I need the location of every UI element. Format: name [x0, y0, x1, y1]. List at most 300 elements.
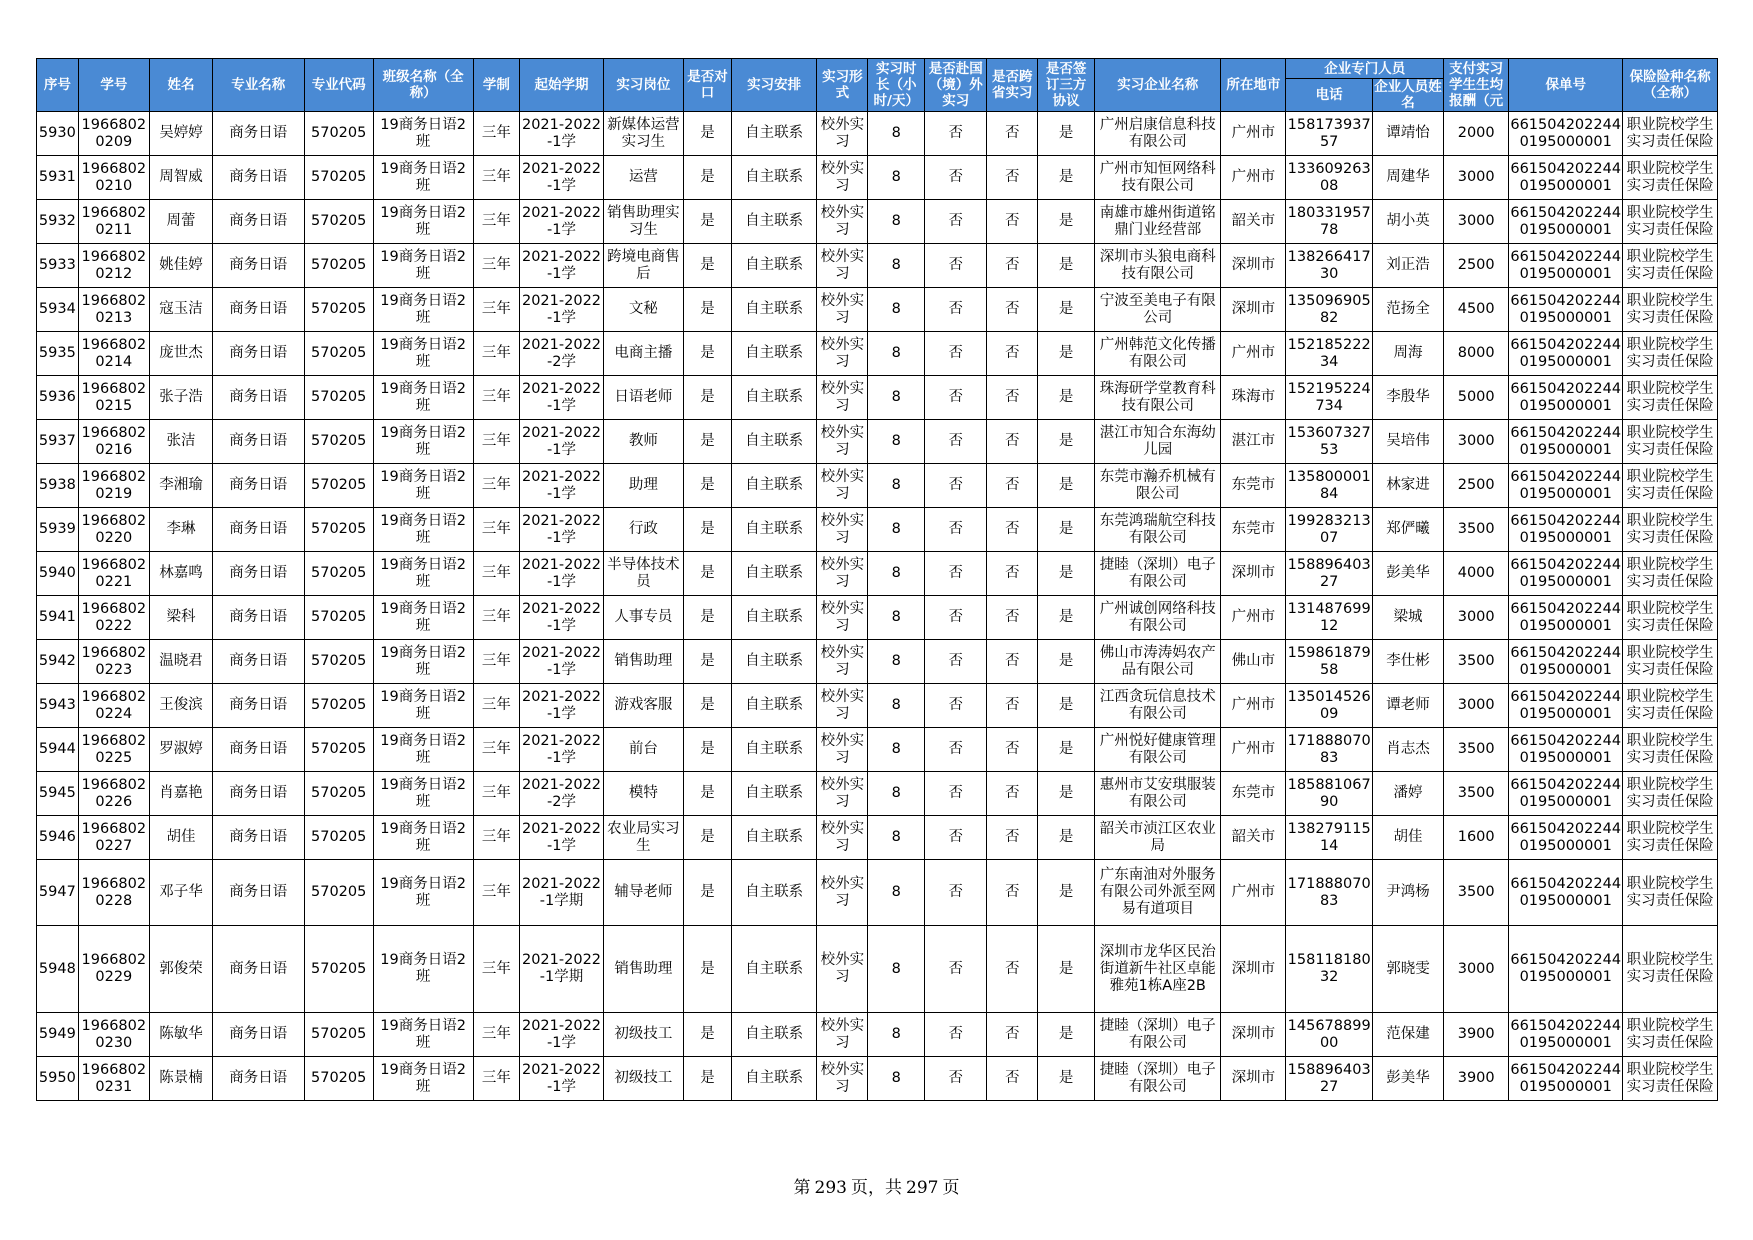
cell-class: 19商务日语2班 [373, 288, 473, 332]
cell-student-id: 19668020224 [78, 684, 149, 728]
cell-pay: 3000 [1444, 926, 1509, 1013]
cell-contact-name: 范保建 [1372, 1013, 1443, 1057]
cell-city: 深圳市 [1221, 552, 1286, 596]
table-row [37, 772, 1718, 816]
cell-form: 校外实习 [817, 684, 868, 728]
cell-position: 初级技工 [603, 1057, 683, 1101]
cell-term: 2021-2022-1学 [520, 1013, 603, 1057]
cell-policy: 6615042022440195000001 [1509, 860, 1623, 926]
cell-system: 三年 [473, 244, 520, 288]
cell-class: 19商务日语2班 [373, 596, 473, 640]
cell-position: 销售助理 [603, 640, 683, 684]
cell-position: 前台 [603, 728, 683, 772]
cell-hours: 8 [868, 596, 925, 640]
cell-seq: 5931 [37, 156, 79, 200]
cell-term: 2021-2022-1学 [520, 112, 603, 156]
cell-matched: 是 [684, 376, 732, 420]
cell-form: 校外实习 [817, 596, 868, 640]
cell-city: 韶关市 [1221, 816, 1286, 860]
cell-policy: 6615042022440195000001 [1509, 508, 1623, 552]
cell-abroad: 否 [925, 860, 987, 926]
cell-term: 2021-2022-1学 [520, 420, 603, 464]
cell-cross-province: 否 [987, 1057, 1038, 1101]
cell-phone: 18033195778 [1286, 200, 1372, 244]
cell-seq: 5932 [37, 200, 79, 244]
cell-city: 湛江市 [1221, 420, 1286, 464]
cell-phone: 17188807083 [1286, 860, 1372, 926]
cell-phone: 13827911514 [1286, 816, 1372, 860]
cell-form: 校外实习 [817, 464, 868, 508]
cell-form: 校外实习 [817, 860, 868, 926]
cell-matched: 是 [684, 464, 732, 508]
cell-policy: 6615042022440195000001 [1509, 772, 1623, 816]
cell-arrangement: 自主联系 [731, 596, 816, 640]
cell-seq: 5938 [37, 464, 79, 508]
cell-company: 广州启康信息科技有限公司 [1095, 112, 1221, 156]
cell-agreement: 是 [1038, 1013, 1095, 1057]
cell-contact-name: 谭靖怡 [1372, 112, 1443, 156]
cell-abroad: 否 [925, 156, 987, 200]
cell-position: 教师 [603, 420, 683, 464]
cell-policy: 6615042022440195000001 [1509, 464, 1623, 508]
cell-policy: 6615042022440195000001 [1509, 288, 1623, 332]
cell-term: 2021-2022-1学 [520, 508, 603, 552]
cell-abroad: 否 [925, 1013, 987, 1057]
cell-class: 19商务日语2班 [373, 772, 473, 816]
cell-name: 罗淑婷 [149, 728, 212, 772]
table-row [37, 508, 1718, 552]
cell-cross-province: 否 [987, 156, 1038, 200]
cell-major-code: 570205 [304, 376, 373, 420]
cell-hours: 8 [868, 926, 925, 1013]
cell-matched: 是 [684, 244, 732, 288]
cell-system: 三年 [473, 860, 520, 926]
cell-phone: 15889640327 [1286, 552, 1372, 596]
cell-city: 广州市 [1221, 860, 1286, 926]
cell-class: 19商务日语2班 [373, 926, 473, 1013]
cell-insurance: 职业院校学生实习责任保险 [1623, 552, 1718, 596]
cell-company: 捷睦（深圳）电子有限公司 [1095, 552, 1221, 596]
cell-pay: 3000 [1444, 684, 1509, 728]
col-abroad: 是否赴国（境）外实习 [925, 59, 987, 112]
cell-insurance: 职业院校学生实习责任保险 [1623, 156, 1718, 200]
cell-phone: 13580000184 [1286, 464, 1372, 508]
cell-hours: 8 [868, 816, 925, 860]
cell-major-code: 570205 [304, 244, 373, 288]
cell-insurance: 职业院校学生实习责任保险 [1623, 288, 1718, 332]
cell-system: 三年 [473, 1013, 520, 1057]
cell-pay: 3900 [1444, 1013, 1509, 1057]
cell-name: 周蕾 [149, 200, 212, 244]
cell-arrangement: 自主联系 [731, 728, 816, 772]
cell-contact-name: 李殷华 [1372, 376, 1443, 420]
cell-contact-name: 梁城 [1372, 596, 1443, 640]
cell-matched: 是 [684, 1013, 732, 1057]
cell-matched: 是 [684, 860, 732, 926]
cell-contact-name: 胡佳 [1372, 816, 1443, 860]
cell-agreement: 是 [1038, 200, 1095, 244]
cell-company: 广州悦好健康管理有限公司 [1095, 728, 1221, 772]
cell-matched: 是 [684, 926, 732, 1013]
cell-insurance: 职业院校学生实习责任保险 [1623, 1057, 1718, 1101]
cell-form: 校外实习 [817, 926, 868, 1013]
table-row [37, 332, 1718, 376]
cell-major-code: 570205 [304, 112, 373, 156]
cell-cross-province: 否 [987, 376, 1038, 420]
table-row [37, 860, 1718, 926]
cell-form: 校外实习 [817, 552, 868, 596]
cell-system: 三年 [473, 596, 520, 640]
cell-cross-province: 否 [987, 860, 1038, 926]
cell-cross-province: 否 [987, 1013, 1038, 1057]
cell-pay: 5000 [1444, 376, 1509, 420]
cell-agreement: 是 [1038, 596, 1095, 640]
cell-matched: 是 [684, 156, 732, 200]
cell-hours: 8 [868, 508, 925, 552]
cell-hours: 8 [868, 332, 925, 376]
cell-position: 助理 [603, 464, 683, 508]
cell-seq: 5943 [37, 684, 79, 728]
col-cross-province: 是否跨省实习 [987, 59, 1038, 112]
cell-insurance: 职业院校学生实习责任保险 [1623, 816, 1718, 860]
cell-abroad: 否 [925, 200, 987, 244]
cell-policy: 6615042022440195000001 [1509, 200, 1623, 244]
cell-contact-name: 彭美华 [1372, 552, 1443, 596]
col-student-id: 学号 [78, 59, 149, 112]
cell-hours: 8 [868, 288, 925, 332]
cell-class: 19商务日语2班 [373, 332, 473, 376]
cell-form: 校外实习 [817, 640, 868, 684]
cell-term: 2021-2022-1学 [520, 816, 603, 860]
cell-seq: 5950 [37, 1057, 79, 1101]
cell-abroad: 否 [925, 332, 987, 376]
table-row [37, 552, 1718, 596]
cell-arrangement: 自主联系 [731, 288, 816, 332]
cell-cross-province: 否 [987, 200, 1038, 244]
cell-company: 广州市知恒网络科技有限公司 [1095, 156, 1221, 200]
cell-matched: 是 [684, 288, 732, 332]
cell-cross-province: 否 [987, 552, 1038, 596]
cell-seq: 5942 [37, 640, 79, 684]
cell-company: 深圳市龙华区民治街道新牛社区卓能雅苑1栋A座2B [1095, 926, 1221, 1013]
cell-name: 周智威 [149, 156, 212, 200]
cell-hours: 8 [868, 860, 925, 926]
cell-position: 跨境电商售后 [603, 244, 683, 288]
cell-pay: 3500 [1444, 640, 1509, 684]
cell-name: 林嘉鸣 [149, 552, 212, 596]
cell-name: 肖嘉艳 [149, 772, 212, 816]
cell-position: 行政 [603, 508, 683, 552]
cell-term: 2021-2022-1学期 [520, 860, 603, 926]
cell-major: 商务日语 [213, 420, 305, 464]
cell-matched: 是 [684, 508, 732, 552]
col-term: 起始学期 [520, 59, 603, 112]
cell-policy: 6615042022440195000001 [1509, 552, 1623, 596]
cell-hours: 8 [868, 1057, 925, 1101]
cell-term: 2021-2022-1学 [520, 684, 603, 728]
cell-insurance: 职业院校学生实习责任保险 [1623, 200, 1718, 244]
col-matched: 是否对口 [684, 59, 732, 112]
table-row [37, 926, 1718, 1013]
cell-arrangement: 自主联系 [731, 1057, 816, 1101]
cell-seq: 5930 [37, 112, 79, 156]
cell-phone: 13148769912 [1286, 596, 1372, 640]
cell-seq: 5949 [37, 1013, 79, 1057]
cell-insurance: 职业院校学生实习责任保险 [1623, 926, 1718, 1013]
cell-seq: 5945 [37, 772, 79, 816]
cell-position: 销售助理 [603, 926, 683, 1013]
cell-student-id: 19668020211 [78, 200, 149, 244]
cell-seq: 5944 [37, 728, 79, 772]
col-company: 实习企业名称 [1095, 59, 1221, 112]
cell-position: 日语老师 [603, 376, 683, 420]
cell-major-code: 570205 [304, 926, 373, 1013]
cell-arrangement: 自主联系 [731, 332, 816, 376]
cell-system: 三年 [473, 640, 520, 684]
cell-major: 商务日语 [213, 1057, 305, 1101]
table-row [37, 376, 1718, 420]
cell-class: 19商务日语2班 [373, 376, 473, 420]
cell-arrangement: 自主联系 [731, 684, 816, 728]
cell-hours: 8 [868, 728, 925, 772]
cell-cross-province: 否 [987, 112, 1038, 156]
cell-city: 广州市 [1221, 112, 1286, 156]
cell-cross-province: 否 [987, 288, 1038, 332]
cell-term: 2021-2022-1学 [520, 1057, 603, 1101]
cell-city: 佛山市 [1221, 640, 1286, 684]
cell-student-id: 19668020216 [78, 420, 149, 464]
cell-major-code: 570205 [304, 816, 373, 860]
cell-major-code: 570205 [304, 420, 373, 464]
cell-city: 广州市 [1221, 156, 1286, 200]
table-row [37, 728, 1718, 772]
cell-pay: 1600 [1444, 816, 1509, 860]
cell-student-id: 19668020223 [78, 640, 149, 684]
cell-major-code: 570205 [304, 288, 373, 332]
table-row [37, 1057, 1718, 1101]
cell-pay: 3500 [1444, 772, 1509, 816]
cell-agreement: 是 [1038, 156, 1095, 200]
cell-student-id: 19668020230 [78, 1013, 149, 1057]
cell-position: 初级技工 [603, 1013, 683, 1057]
cell-abroad: 否 [925, 728, 987, 772]
cell-class: 19商务日语2班 [373, 640, 473, 684]
cell-student-id: 19668020222 [78, 596, 149, 640]
cell-agreement: 是 [1038, 376, 1095, 420]
cell-hours: 8 [868, 200, 925, 244]
cell-form: 校外实习 [817, 772, 868, 816]
table-row [37, 640, 1718, 684]
cell-matched: 是 [684, 816, 732, 860]
cell-insurance: 职业院校学生实习责任保险 [1623, 112, 1718, 156]
cell-major-code: 570205 [304, 596, 373, 640]
cell-arrangement: 自主联系 [731, 244, 816, 288]
col-arrangement: 实习安排 [731, 59, 816, 112]
cell-term: 2021-2022-1学 [520, 464, 603, 508]
cell-agreement: 是 [1038, 926, 1095, 1013]
col-major-code: 专业代码 [304, 59, 373, 112]
cell-company: 惠州市艾安琪服装有限公司 [1095, 772, 1221, 816]
cell-pay: 8000 [1444, 332, 1509, 376]
cell-form: 校外实习 [817, 332, 868, 376]
cell-system: 三年 [473, 772, 520, 816]
table-row [37, 244, 1718, 288]
cell-policy: 6615042022440195000001 [1509, 1013, 1623, 1057]
cell-company: 东莞鸿瑞航空科技有限公司 [1095, 508, 1221, 552]
cell-seq: 5937 [37, 420, 79, 464]
cell-class: 19商务日语2班 [373, 420, 473, 464]
cell-hours: 8 [868, 420, 925, 464]
cell-city: 东莞市 [1221, 464, 1286, 508]
cell-abroad: 否 [925, 1057, 987, 1101]
cell-term: 2021-2022-1学 [520, 244, 603, 288]
cell-position: 运营 [603, 156, 683, 200]
cell-pay: 4500 [1444, 288, 1509, 332]
cell-matched: 是 [684, 684, 732, 728]
cell-matched: 是 [684, 112, 732, 156]
cell-major-code: 570205 [304, 728, 373, 772]
cell-term: 2021-2022-1学 [520, 156, 603, 200]
cell-form: 校外实习 [817, 112, 868, 156]
cell-abroad: 否 [925, 288, 987, 332]
cell-cross-province: 否 [987, 332, 1038, 376]
cell-position: 半导体技术员 [603, 552, 683, 596]
cell-insurance: 职业院校学生实习责任保险 [1623, 728, 1718, 772]
cell-major-code: 570205 [304, 332, 373, 376]
cell-agreement: 是 [1038, 772, 1095, 816]
cell-student-id: 19668020231 [78, 1057, 149, 1101]
cell-arrangement: 自主联系 [731, 420, 816, 464]
cell-name: 姚佳婷 [149, 244, 212, 288]
cell-company: 广州诚创网络科技有限公司 [1095, 596, 1221, 640]
col-major: 专业名称 [213, 59, 305, 112]
cell-agreement: 是 [1038, 112, 1095, 156]
cell-phone: 15986187958 [1286, 640, 1372, 684]
cell-class: 19商务日语2班 [373, 684, 473, 728]
footer-total-pages: 297 [906, 1178, 939, 1198]
cell-student-id: 19668020228 [78, 860, 149, 926]
cell-contact-name: 周建华 [1372, 156, 1443, 200]
cell-phone: 13501452609 [1286, 684, 1372, 728]
cell-city: 深圳市 [1221, 1057, 1286, 1101]
cell-cross-province: 否 [987, 728, 1038, 772]
cell-arrangement: 自主联系 [731, 376, 816, 420]
cell-abroad: 否 [925, 596, 987, 640]
cell-hours: 8 [868, 640, 925, 684]
col-name: 姓名 [149, 59, 212, 112]
cell-major: 商务日语 [213, 288, 305, 332]
cell-policy: 6615042022440195000001 [1509, 420, 1623, 464]
cell-arrangement: 自主联系 [731, 860, 816, 926]
cell-policy: 6615042022440195000001 [1509, 816, 1623, 860]
cell-major: 商务日语 [213, 816, 305, 860]
cell-major-code: 570205 [304, 772, 373, 816]
cell-form: 校外实习 [817, 156, 868, 200]
cell-insurance: 职业院校学生实习责任保险 [1623, 772, 1718, 816]
cell-term: 2021-2022-1学 [520, 376, 603, 420]
cell-system: 三年 [473, 684, 520, 728]
cell-pay: 3500 [1444, 860, 1509, 926]
cell-city: 韶关市 [1221, 200, 1286, 244]
cell-contact-name: 周海 [1372, 332, 1443, 376]
cell-class: 19商务日语2班 [373, 112, 473, 156]
cell-pay: 3900 [1444, 1057, 1509, 1101]
cell-agreement: 是 [1038, 244, 1095, 288]
cell-seq: 5933 [37, 244, 79, 288]
col-contact-group: 企业专门人员 [1286, 59, 1444, 79]
cell-agreement: 是 [1038, 860, 1095, 926]
cell-contact-name: 郭晓雯 [1372, 926, 1443, 1013]
cell-term: 2021-2022-1学 [520, 596, 603, 640]
cell-arrangement: 自主联系 [731, 772, 816, 816]
cell-cross-province: 否 [987, 508, 1038, 552]
cell-abroad: 否 [925, 552, 987, 596]
cell-major-code: 570205 [304, 156, 373, 200]
cell-city: 珠海市 [1221, 376, 1286, 420]
cell-city: 深圳市 [1221, 1013, 1286, 1057]
cell-major: 商务日语 [213, 1013, 305, 1057]
cell-contact-name: 范扬全 [1372, 288, 1443, 332]
cell-major-code: 570205 [304, 860, 373, 926]
cell-phone: 15817393757 [1286, 112, 1372, 156]
col-contact-name: 企业人员姓名 [1374, 79, 1442, 111]
cell-term: 2021-2022-1学期 [520, 926, 603, 1013]
cell-name: 庞世杰 [149, 332, 212, 376]
cell-major-code: 570205 [304, 200, 373, 244]
cell-pay: 3000 [1444, 596, 1509, 640]
cell-name: 吴婷婷 [149, 112, 212, 156]
cell-major-code: 570205 [304, 1057, 373, 1101]
cell-form: 校外实习 [817, 376, 868, 420]
cell-agreement: 是 [1038, 684, 1095, 728]
cell-major: 商务日语 [213, 156, 305, 200]
cell-contact-name: 李仕彬 [1372, 640, 1443, 684]
cell-agreement: 是 [1038, 552, 1095, 596]
cell-student-id: 19668020214 [78, 332, 149, 376]
cell-contact-name: 谭老师 [1372, 684, 1443, 728]
cell-company: 珠海研学堂教育科技有限公司 [1095, 376, 1221, 420]
cell-form: 校外实习 [817, 288, 868, 332]
cell-cross-province: 否 [987, 420, 1038, 464]
cell-pay: 3500 [1444, 508, 1509, 552]
cell-agreement: 是 [1038, 288, 1095, 332]
cell-pay: 2500 [1444, 244, 1509, 288]
cell-name: 胡佳 [149, 816, 212, 860]
cell-seq: 5936 [37, 376, 79, 420]
cell-insurance: 职业院校学生实习责任保险 [1623, 640, 1718, 684]
cell-form: 校外实习 [817, 728, 868, 772]
cell-company: 广州韩范文化传播有限公司 [1095, 332, 1221, 376]
cell-arrangement: 自主联系 [731, 1013, 816, 1057]
cell-major-code: 570205 [304, 508, 373, 552]
col-policy: 保单号 [1509, 59, 1623, 112]
cell-policy: 6615042022440195000001 [1509, 244, 1623, 288]
cell-position: 文秘 [603, 288, 683, 332]
cell-arrangement: 自主联系 [731, 926, 816, 1013]
cell-agreement: 是 [1038, 640, 1095, 684]
cell-system: 三年 [473, 376, 520, 420]
cell-pay: 3000 [1444, 420, 1509, 464]
cell-major-code: 570205 [304, 684, 373, 728]
cell-agreement: 是 [1038, 508, 1095, 552]
cell-student-id: 19668020226 [78, 772, 149, 816]
cell-term: 2021-2022-2学 [520, 332, 603, 376]
cell-cross-province: 否 [987, 244, 1038, 288]
cell-major-code: 570205 [304, 640, 373, 684]
cell-pay: 3500 [1444, 728, 1509, 772]
cell-major: 商务日语 [213, 684, 305, 728]
cell-class: 19商务日语2班 [373, 728, 473, 772]
